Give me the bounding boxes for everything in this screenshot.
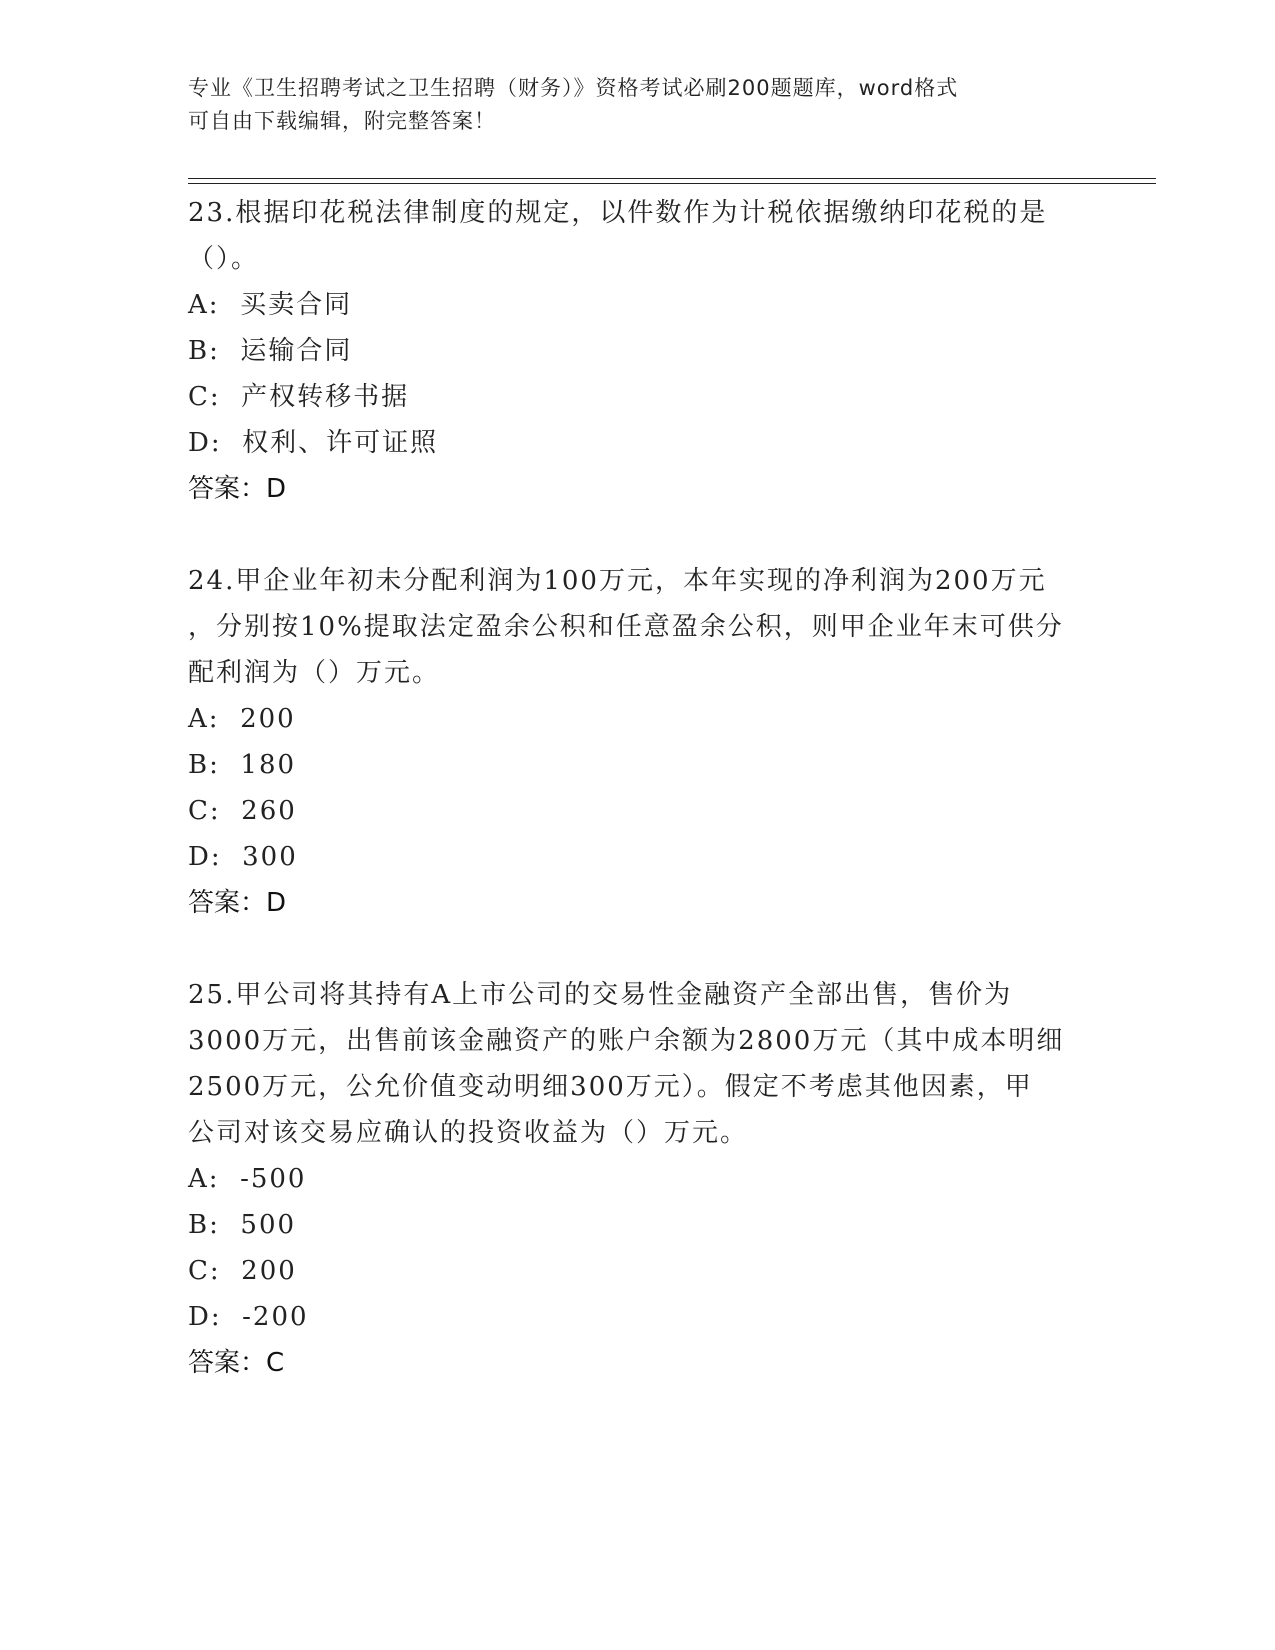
question-25 — [188, 972, 1088, 1386]
answer: 答案：C — [188, 1348, 285, 1378]
option-b: B: 180 — [188, 750, 297, 780]
question-24 — [188, 558, 1088, 926]
option-a: A: 200 — [188, 704, 296, 734]
question-text-line: 23.根据印花税法律制度的规定，以件数作为计税依据缴纳印花税的是 — [188, 198, 1048, 228]
option-a: A: -500 — [188, 1164, 307, 1194]
document-header — [188, 72, 1088, 138]
question-text-line: 配利润为（）万元。 — [188, 658, 441, 688]
answer: 答案：D — [188, 474, 287, 504]
option-c: C: 260 — [188, 796, 297, 826]
option-b: B: 500 — [188, 1210, 297, 1240]
option-d: D: -200 — [188, 1302, 309, 1332]
option-d: D: 300 — [188, 842, 298, 872]
question-text-line: 3000万元，出售前该金融资产的账户余额为2800万元（其中成本明细 — [188, 1026, 1065, 1056]
option-b: B: 运输合同 — [188, 336, 353, 366]
header-line-1: 专业《卫生招聘考试之卫生招聘（财务）》资格考试必刷200题题库，word格式 — [188, 76, 959, 100]
option-c: C: 200 — [188, 1256, 297, 1286]
question-text-line: 25.甲公司将其持有A上市公司的交易性金融资产全部出售，售价为 — [188, 980, 1013, 1010]
option-a: A: 买卖合同 — [188, 290, 353, 320]
answer: 答案：D — [188, 888, 287, 918]
question-text-line: 2500万元，公允价值变动明细300万元）。假定不考虑其他因素，甲 — [188, 1072, 1033, 1102]
question-list — [188, 190, 1088, 1432]
option-d: D: 权利、许可证照 — [188, 428, 439, 458]
question-23 — [188, 190, 1088, 512]
question-text-line: （）。 — [188, 244, 260, 274]
header-divider-top — [188, 178, 1156, 179]
option-c: C: 产权转移书据 — [188, 382, 410, 412]
question-text-line: 24.甲企业年初未分配利润为100万元，本年实现的净利润为200万元 — [188, 566, 1047, 596]
header-divider-bottom — [188, 183, 1156, 184]
question-text-line: 公司对该交易应确认的投资收益为（）万元。 — [188, 1118, 749, 1148]
header-line-2: 可自由下载编辑，附完整答案！ — [188, 109, 496, 133]
question-text-line: ，分别按10%提取法定盈余公积和任意盈余公积，则甲企业年末可供分 — [188, 612, 1064, 642]
